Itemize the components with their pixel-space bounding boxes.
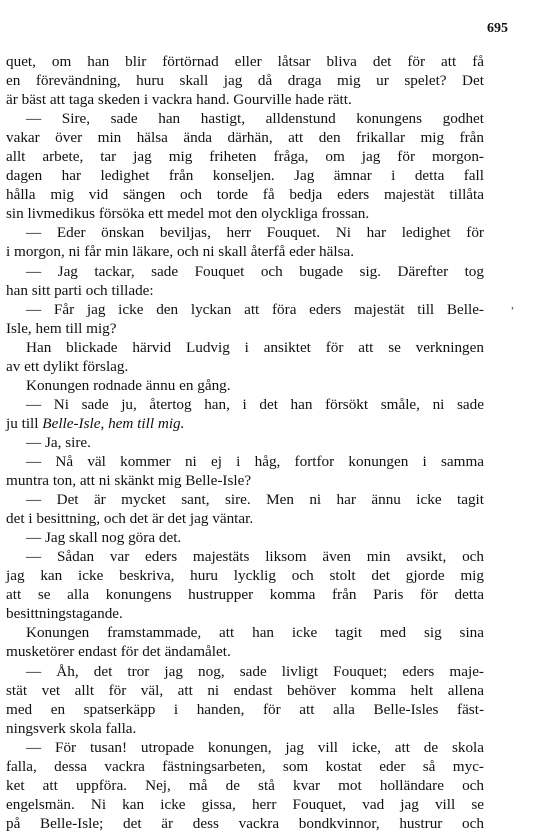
line-text: engelsmän. Ni kan icke gissa, herr Fouquet, vad jag vill se: [6, 795, 484, 813]
line-text: quet, om han blir förtörnad eller låtsar bliva det för att få: [6, 53, 484, 70]
line-text: hålla mig vid sängen och torde få bedja eders majestät tillåta: [6, 186, 484, 204]
page-number: 695: [487, 21, 508, 36]
text-line: [6, 223, 484, 242]
text-line: [6, 319, 484, 338]
text-line: [6, 185, 484, 204]
line-text: — Åh, det tror jag nog, sade livligt Fouquet; eders maje-: [26, 662, 484, 680]
line-text: Isle, hem till mig?: [6, 319, 117, 337]
text-line: [6, 738, 484, 757]
text-line: [6, 52, 484, 71]
text-line: [6, 490, 484, 509]
text-line: [6, 128, 484, 147]
text-line: [6, 604, 484, 623]
line-text: — Det är mycket sant, sire. Men ni har ännu icke tagit: [26, 491, 484, 509]
line-text: muntra ton, att ni skänkt mig Belle-Isle?: [6, 472, 252, 490]
text-line: [6, 147, 484, 166]
line-text: Konungen framstammade, att han icke tagit med sig sina: [26, 624, 484, 642]
line-text: Han blickade härvid Ludvig i ansiktet för att se verkningen: [26, 338, 484, 356]
italic-phrase: Belle-Isle, hem till mig.: [42, 414, 185, 432]
line-text: jag kan icke beskriva, huru lycklig och stolt det gjorde mig: [6, 567, 484, 585]
line-text: ket att uppföra. Nej, må de stå kvar mot holländare och: [6, 776, 484, 794]
line-text: av ett dylikt förslag.: [6, 357, 129, 375]
line-text: — Får jag icke den lyckan att föra eders majestät till Belle-: [26, 300, 484, 318]
line-text: allt arbete, tar jag mig friheten fråga, om jag för morgon-: [6, 148, 484, 166]
line-text: — Nå väl kommer ni ej i håg, fortfor konungen i samma: [26, 452, 484, 470]
text-line: [6, 509, 484, 528]
text-line: [6, 700, 484, 719]
text-line: [6, 566, 484, 585]
text-line: [6, 585, 484, 604]
line-text: på Belle-Isle; det är dess vackra bondkvinnor, hustrur och: [6, 814, 484, 832]
line-text: det i besittning, och det är det jag väntar.: [6, 510, 254, 528]
text-line: [6, 681, 484, 700]
line-text: är bäst att taga skeden i vackra hand. Gourville hade rätt.: [6, 91, 352, 109]
text-line: [6, 814, 484, 833]
text-line: [6, 109, 484, 128]
line-text: besittningstagande.: [6, 605, 123, 623]
line-text: — Ni sade ju, återtog han, i det han försökt småle, ni sade: [26, 395, 484, 413]
text-line: [6, 300, 484, 319]
text-line: [6, 662, 484, 681]
line-text: — Ja, sire.: [26, 433, 91, 451]
text-line: [6, 642, 484, 661]
line-text: — Sådan var eders majestäts liksom även min avsikt, och: [26, 548, 484, 566]
line-text: med en spatserkäpp i handen, för att alla Belle-Isles fäst-: [6, 700, 484, 718]
line-text: — Eder önskan beviljas, herr Fouquet. Ni har ledighet för: [26, 224, 484, 242]
line-text: sin livmedikus försöka ett medel mot den olyckliga frossan.: [6, 205, 370, 223]
text-line: [6, 795, 484, 814]
text-line: [6, 471, 484, 490]
line-text: Konungen rodnade ännu en gång.: [26, 376, 231, 394]
text-line: [6, 414, 484, 433]
text-line: [6, 281, 484, 300]
text-line: [6, 528, 484, 547]
text-line: [6, 262, 484, 281]
line-text: dagen har ledighet från konseljen. Jag ämnar i detta fall: [6, 167, 484, 185]
text-line: [6, 357, 484, 376]
line-text: han sitt parti och tillade:: [6, 281, 154, 299]
text-line: [6, 242, 484, 261]
text-line: [6, 166, 484, 185]
line-text: — Jag tackar, sade Fouquet och bugade sig. Därefter tog: [26, 262, 484, 280]
text-line: [6, 90, 484, 109]
text-line: [6, 547, 484, 566]
line-text: i morgon, ni får min läkare, och ni skall återfå eder hälsa.: [6, 243, 355, 261]
line-text: stät vet allt för väl, att ni endast behöver komma helt allena: [6, 681, 484, 699]
text-line: [6, 776, 484, 795]
text-line: [6, 433, 484, 452]
line-text: en förevändning, huru skall jag då draga mig ur spelet? Det: [6, 72, 484, 90]
text-line: [6, 395, 484, 414]
line-text: — För tusan! utropade konungen, jag vill icke, att de skola: [26, 738, 484, 756]
text-line: [6, 204, 484, 223]
text-line: [6, 452, 484, 471]
body-text: [6, 52, 484, 833]
line-text: — Sire, sade han hastigt, alldenstund konungens godhet: [26, 110, 484, 128]
text-line: [6, 623, 484, 642]
line-text: ningsverk skola falla.: [6, 719, 137, 737]
line-text: musketörer endast för det ändamålet.: [6, 643, 231, 661]
line-text: ju till: [6, 414, 43, 432]
margin-mark: ,: [511, 297, 514, 311]
line-text: vakar över min hälsa ända därhän, att den frikallar mig från: [6, 129, 484, 147]
text-line: [6, 338, 484, 357]
line-text: falla, dessa vackra fästningsarbeten, som kostat eder så myc-: [6, 757, 484, 775]
text-line: [6, 376, 484, 395]
text-line: [6, 71, 484, 90]
line-text: — Jag skall nog göra det.: [26, 529, 182, 547]
text-line: [6, 757, 484, 776]
text-line: [6, 719, 484, 738]
line-text: att se alla konungens hustrupper komma från Paris för detta: [6, 586, 484, 604]
